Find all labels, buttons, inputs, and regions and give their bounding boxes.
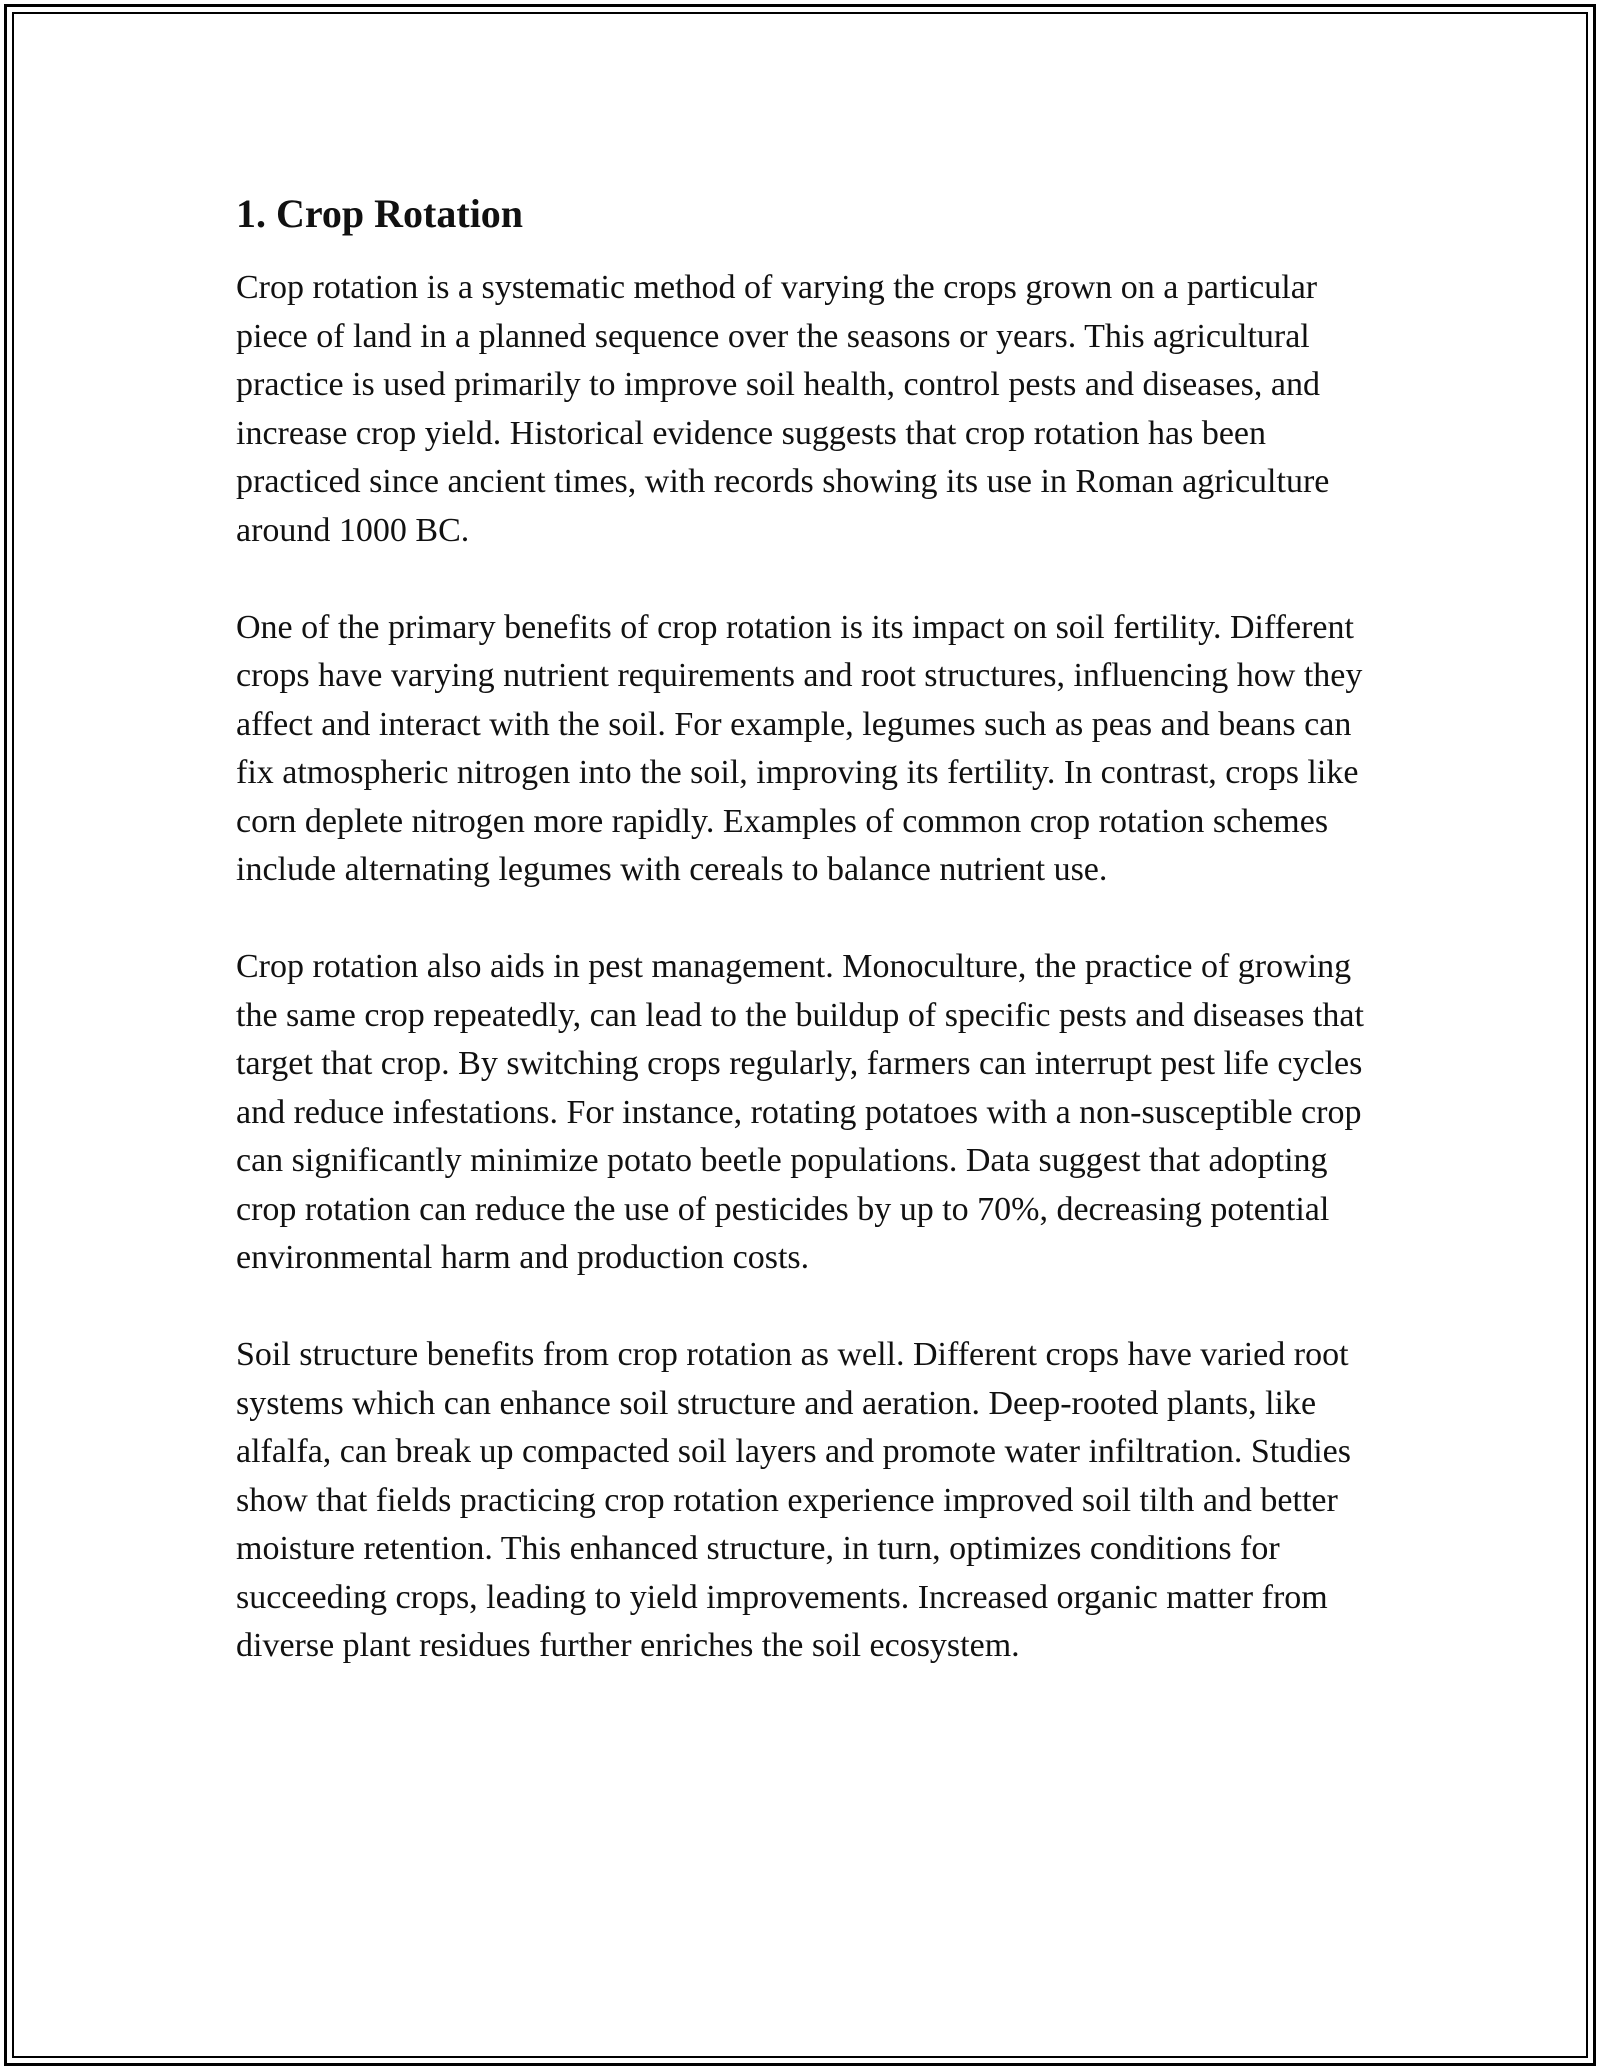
paragraph-history: Crop rotation is a systematic method of varying the crops grown on a particular piece of land in a planned sequence over the seasons or years. This agricultural practice is used primarily to improve soil health, control pests and diseases, and increase crop yield. Historical evidence suggests that crop rotation has been practiced since ancient times, with records showing its use in Roman agriculture around 1000 BC. (236, 269, 1330, 549)
section-title: 1. Crop Rotation (236, 191, 524, 236)
paragraph-soil-structure: Soil structure benefits from crop rotation as well. Different crops have varied root systems which can enhance soil structure and aeration. Deep-rooted plants, like alfalfa, can break up compacted soil layers and promote water infiltration. Studies show that fields practicing crop rotation experience improved soil tilth and better moisture retention. This enhanced structure, in turn, optimizes conditions for succeeding crops, leading to yield improvements. Increased organic matter from diverse plant residues further enriches the soil ecosystem. (236, 1336, 1351, 1664)
paragraph-soil-fertility: One of the primary benefits of crop rotation is its impact on soil fertility. Different crops have varying nutrient requirements and root structures, influencing how they affect and interact with the soil. For example, legumes such as peas and beans can fix atmospheric nitrogen into the soil, improving its fertility. In contrast, crops like corn deplete nitrogen more rapidly. Examples of common crop rotation schemes include alternating legumes with cereals to balance nutrient use. (236, 608, 1363, 888)
document-body (236, 186, 1376, 1719)
paragraph-pest-management: Crop rotation also aids in pest management. Monoculture, the practice of growing the same crop repeatedly, can lead to the buildup of specific pests and diseases that target that crop. By switching crops regularly, farmers can interrupt pest life cycles and reduce infestations. For instance, rotating potatoes with a non-susceptible crop can significantly minimize potato beetle populations. Data suggest that adopting crop rotation can reduce the use of pesticides by up to 70%, decreasing potential environmental harm and production costs. (236, 948, 1364, 1276)
